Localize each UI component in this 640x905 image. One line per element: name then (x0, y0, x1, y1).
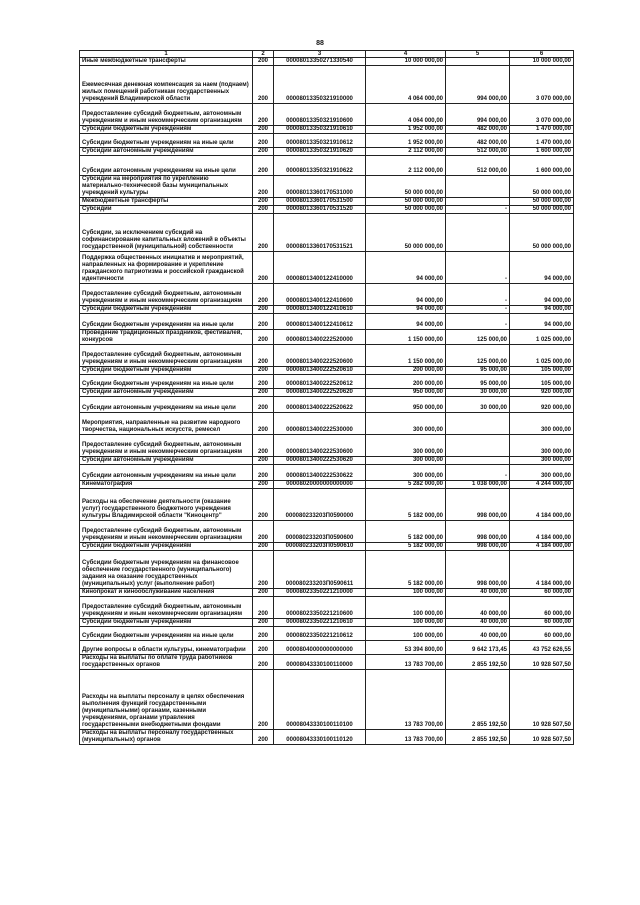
row-amount-col4: 1 952 000,00 (366, 134, 446, 148)
row-budget-code: 00008013350321910000 (274, 66, 366, 104)
row-amount-col5 (446, 198, 510, 206)
row-name: Предоставление субсидий бюджетным, автономным учреждениям и иным некоммерческим организациям (80, 104, 253, 126)
row-amount-col5: - (446, 206, 510, 214)
row-amount-col5: 125 000,00 (446, 330, 510, 345)
row-amount-col6: 3 070 000,00 (510, 104, 574, 126)
row-amount-col6: 10 928 507,50 (510, 730, 574, 745)
row-amount-col6: 920 000,00 (510, 397, 574, 413)
row-name: Мероприятия, направленные на развитие народного творчества, национальных искусств, ремесел (80, 413, 253, 435)
row-amount-col6: 60 000,00 (510, 627, 574, 641)
row-amount-col5: - (446, 314, 510, 330)
table-row (80, 670, 574, 730)
table-row (80, 435, 574, 457)
row-amount-col5: 95 000,00 (446, 375, 510, 389)
row-budget-code: 00008013350321910622 (274, 156, 366, 176)
row-budget-code: 00008013350321910612 (274, 134, 366, 148)
row-amount-col6: 1 600 000,00 (510, 148, 574, 156)
table-row (80, 148, 574, 156)
row-amount-col4: 2 112 000,00 (366, 148, 446, 156)
row-amount-col6: 300 000,00 (510, 435, 574, 457)
page-number: 88 (316, 40, 324, 47)
row-amount-col4: 100 000,00 (366, 627, 446, 641)
row-amount-col6: 1 025 000,00 (510, 330, 574, 345)
row-name: Другие вопросы в области культуры, кинематографии (80, 641, 253, 655)
row-amount-col6: 94 000,00 (510, 252, 574, 284)
row-code: 200 (253, 66, 274, 104)
row-amount-col5: 1 038 000,00 (446, 481, 510, 489)
row-amount-col4: 94 000,00 (366, 314, 446, 330)
row-code: 200 (253, 367, 274, 375)
row-code: 200 (253, 198, 274, 206)
row-amount-col6: 50 000 000,00 (510, 206, 574, 214)
row-amount-col5: 998 000,00 (446, 521, 510, 543)
row-amount-col5 (446, 58, 510, 66)
row-amount-col4: 1 150 000,00 (366, 345, 446, 367)
row-code: 200 (253, 252, 274, 284)
row-amount-col6: 43 752 626,55 (510, 641, 574, 655)
row-code: 200 (253, 206, 274, 214)
table-row (80, 134, 574, 148)
row-amount-col5: 30 000,00 (446, 389, 510, 397)
row-code: 200 (253, 156, 274, 176)
table-row (80, 176, 574, 198)
row-budget-code: 00008023350221210600 (274, 597, 366, 619)
row-amount-col5: 40 000,00 (446, 627, 510, 641)
row-budget-code: 00008013360170531000 (274, 176, 366, 198)
row-amount-col5: 512 000,00 (446, 148, 510, 156)
row-amount-col6: 4 184 000,00 (510, 521, 574, 543)
row-amount-col5: 95 000,00 (446, 367, 510, 375)
row-amount-col4: 1 952 000,00 (366, 126, 446, 134)
table-row (80, 489, 574, 521)
table-row (80, 627, 574, 641)
row-budget-code: 00008013400122410610 (274, 306, 366, 314)
row-amount-col6: 1 025 000,00 (510, 345, 574, 367)
row-amount-col4: 13 783 700,00 (366, 670, 446, 730)
table-row (80, 465, 574, 481)
table-row (80, 198, 574, 206)
column-number: 5 (446, 51, 510, 58)
row-code: 200 (253, 306, 274, 314)
row-name: Субсидии (80, 206, 253, 214)
table-row (80, 655, 574, 670)
row-name: Субсидии бюджетным учреждениям на финансовое обеспечение государственного (муниципального) задания на оказание государственных (муниципальных) услуг (выполнение работ) (80, 551, 253, 589)
row-budget-code: 00008013400122410600 (274, 284, 366, 306)
row-amount-col6: 4 184 000,00 (510, 489, 574, 521)
table-row (80, 214, 574, 252)
row-name: Ежемесячная денежная компенсация за наем (поднаем) жилых помещений работникам государственных учреждений Владимирской области (80, 66, 253, 104)
row-amount-col4: 300 000,00 (366, 457, 446, 465)
row-amount-col5: - (446, 465, 510, 481)
row-code: 200 (253, 375, 274, 389)
row-amount-col6: 94 000,00 (510, 284, 574, 306)
row-name: Субсидии бюджетным учреждениям на иные цели (80, 627, 253, 641)
row-budget-code: 00008013360170531500 (274, 198, 366, 206)
row-amount-col4: 5 182 000,00 (366, 551, 446, 589)
row-amount-col5: 9 642 173,45 (446, 641, 510, 655)
row-amount-col4: 5 182 000,00 (366, 489, 446, 521)
row-amount-col5: 2 855 192,50 (446, 730, 510, 745)
row-amount-col4: 5 182 000,00 (366, 543, 446, 551)
row-budget-code: 00008013350321910610 (274, 126, 366, 134)
row-code: 200 (253, 284, 274, 306)
row-amount-col4: 100 000,00 (366, 597, 446, 619)
row-budget-code: 00008023350221210000 (274, 589, 366, 597)
row-code: 200 (253, 214, 274, 252)
table-row (80, 314, 574, 330)
row-amount-col4: 300 000,00 (366, 435, 446, 457)
table-row (80, 330, 574, 345)
row-amount-col5: - (446, 252, 510, 284)
row-amount-col6: 50 000 000,00 (510, 198, 574, 206)
row-amount-col4: 13 783 700,00 (366, 655, 446, 670)
row-code: 200 (253, 619, 274, 627)
table-row (80, 397, 574, 413)
row-amount-col4: 50 000 000,00 (366, 206, 446, 214)
row-amount-col4: 950 000,00 (366, 389, 446, 397)
row-amount-col6: 300 000,00 (510, 413, 574, 435)
row-amount-col5 (446, 413, 510, 435)
table-row (80, 481, 574, 489)
row-amount-col5: 2 855 192,50 (446, 655, 510, 670)
row-code: 200 (253, 314, 274, 330)
row-amount-col5: - (446, 306, 510, 314)
row-amount-col6: 94 000,00 (510, 314, 574, 330)
row-amount-col5: 994 000,00 (446, 66, 510, 104)
table-row (80, 206, 574, 214)
row-name: Расходы на выплаты персоналу в целях обеспечения выполнения функций государственными (муниципальными) органами, казенными учреждениями, органами управления государственными внебюджетными фондами (80, 670, 253, 730)
row-code: 200 (253, 58, 274, 66)
row-code: 200 (253, 597, 274, 619)
row-budget-code: 000080233203П0590000 (274, 489, 366, 521)
row-amount-col4: 5 282 000,00 (366, 481, 446, 489)
row-amount-col4: 950 000,00 (366, 397, 446, 413)
row-budget-code: 00008013400222520612 (274, 375, 366, 389)
row-budget-code: 00008043330100110120 (274, 730, 366, 745)
row-amount-col6: 10 000 000,00 (510, 58, 574, 66)
row-name: Расходы на обеспечение деятельности (оказание услуг) государственного бюджетного учреждения культуры Владимирской области "Киноцентр" (80, 489, 253, 521)
row-amount-col6: 920 000,00 (510, 389, 574, 397)
row-name: Субсидии бюджетным учреждениям на иные цели (80, 314, 253, 330)
row-budget-code: 00008013400122410000 (274, 252, 366, 284)
row-amount-col6: 50 000 000,00 (510, 214, 574, 252)
row-code: 200 (253, 670, 274, 730)
row-amount-col5: 2 855 192,50 (446, 670, 510, 730)
row-amount-col6: 105 000,00 (510, 367, 574, 375)
row-code: 200 (253, 521, 274, 543)
row-amount-col5: 994 000,00 (446, 104, 510, 126)
table-row (80, 619, 574, 627)
table-row (80, 389, 574, 397)
row-amount-col6: 1 470 000,00 (510, 126, 574, 134)
table-body (80, 58, 574, 745)
table-row (80, 66, 574, 104)
table-row (80, 126, 574, 134)
row-amount-col6: 60 000,00 (510, 589, 574, 597)
row-code: 200 (253, 176, 274, 198)
row-code: 200 (253, 457, 274, 465)
table-row (80, 543, 574, 551)
row-budget-code: 000080233203П0590610 (274, 543, 366, 551)
row-amount-col4: 5 182 000,00 (366, 521, 446, 543)
table-row (80, 597, 574, 619)
row-amount-col5: 40 000,00 (446, 619, 510, 627)
row-code: 200 (253, 397, 274, 413)
row-code: 200 (253, 389, 274, 397)
table-row (80, 457, 574, 465)
row-code: 200 (253, 435, 274, 457)
column-number: 4 (366, 51, 446, 58)
row-amount-col4: 10 000 000,00 (366, 58, 446, 66)
row-code: 200 (253, 481, 274, 489)
row-amount-col4: 100 000,00 (366, 619, 446, 627)
row-name: Предоставление субсидий бюджетным, автономным учреждениям и иным некоммерческим организациям (80, 521, 253, 543)
row-code: 200 (253, 730, 274, 745)
row-amount-col5: 125 000,00 (446, 345, 510, 367)
row-amount-col5: 482 000,00 (446, 134, 510, 148)
row-budget-code: 00008040000000000000 (274, 641, 366, 655)
row-name: Субсидии бюджетным учреждениям (80, 306, 253, 314)
row-budget-code: 00008013360170531521 (274, 214, 366, 252)
row-name: Субсидии автономным учреждениям на иные цели (80, 156, 253, 176)
table-row (80, 306, 574, 314)
row-name: Субсидии автономным учреждениям (80, 457, 253, 465)
row-amount-col6: 4 244 000,00 (510, 481, 574, 489)
table-row (80, 367, 574, 375)
row-code: 200 (253, 489, 274, 521)
row-name: Расходы на выплаты по оплате труда работников государственных органов (80, 655, 253, 670)
row-name: Проведение традиционных праздников, фестивалей, конкурсов (80, 330, 253, 345)
row-budget-code: 00008023350221210612 (274, 627, 366, 641)
row-budget-code: 00008020000000000000 (274, 481, 366, 489)
row-name: Субсидии автономным учреждениям (80, 389, 253, 397)
row-code: 200 (253, 465, 274, 481)
column-number-row (80, 51, 574, 58)
row-budget-code: 00008013400222520620 (274, 389, 366, 397)
row-amount-col4: 200 000,00 (366, 375, 446, 389)
row-amount-col5: 998 000,00 (446, 489, 510, 521)
row-amount-col6: 3 070 000,00 (510, 66, 574, 104)
table-row (80, 252, 574, 284)
row-name: Субсидии бюджетным учреждениям (80, 543, 253, 551)
row-amount-col5: 998 000,00 (446, 551, 510, 589)
row-budget-code: 00008013400222530000 (274, 413, 366, 435)
row-name: Субсидии бюджетным учреждениям на иные цели (80, 134, 253, 148)
row-amount-col6: 1 470 000,00 (510, 134, 574, 148)
row-name: Иные межбюджетные трансферты (80, 58, 253, 66)
row-budget-code: 00008013350271330540 (274, 58, 366, 66)
table-row (80, 521, 574, 543)
row-budget-code: 00008013400222530620 (274, 457, 366, 465)
row-name: Межбюджетные трансферты (80, 198, 253, 206)
row-amount-col6: 10 928 507,50 (510, 655, 574, 670)
table-row (80, 551, 574, 589)
table-row (80, 58, 574, 66)
row-code: 200 (253, 655, 274, 670)
row-amount-col4: 94 000,00 (366, 252, 446, 284)
row-amount-col6: 4 184 000,00 (510, 543, 574, 551)
row-name: Предоставление субсидий бюджетным, автономным учреждениям и иным некоммерческим организациям (80, 345, 253, 367)
row-amount-col4: 53 394 800,00 (366, 641, 446, 655)
row-code: 200 (253, 641, 274, 655)
column-number: 3 (274, 51, 366, 58)
row-amount-col6: 1 600 000,00 (510, 156, 574, 176)
row-amount-col4: 100 000,00 (366, 589, 446, 597)
row-amount-col5: 512 000,00 (446, 156, 510, 176)
column-number: 6 (510, 51, 574, 58)
row-name: Кинопрокат и кинообслуживание населения (80, 589, 253, 597)
row-budget-code: 00008013350321910620 (274, 148, 366, 156)
row-amount-col4: 50 000 000,00 (366, 176, 446, 198)
row-code: 200 (253, 551, 274, 589)
row-name: Субсидии автономным учреждениям на иные цели (80, 397, 253, 413)
row-amount-col6: 4 184 000,00 (510, 551, 574, 589)
row-budget-code: 00008013400222520600 (274, 345, 366, 367)
row-amount-col4: 300 000,00 (366, 413, 446, 435)
row-name: Субсидии, за исключением субсидий на софинансирование капитальных вложений в объекты государственной (муниципальной) собственности (80, 214, 253, 252)
row-code: 200 (253, 413, 274, 435)
row-budget-code: 00008043330100110000 (274, 655, 366, 670)
row-amount-col4: 4 064 000,00 (366, 66, 446, 104)
table-row (80, 345, 574, 367)
row-amount-col4: 2 112 000,00 (366, 156, 446, 176)
row-amount-col4: 94 000,00 (366, 306, 446, 314)
row-budget-code: 00008013400222520610 (274, 367, 366, 375)
row-amount-col6: 60 000,00 (510, 619, 574, 627)
row-amount-col5: 30 000,00 (446, 397, 510, 413)
row-code: 200 (253, 345, 274, 367)
row-budget-code: 000080233203П0590611 (274, 551, 366, 589)
table-row (80, 104, 574, 126)
row-budget-code: 00008043330100110100 (274, 670, 366, 730)
row-amount-col5: 40 000,00 (446, 597, 510, 619)
table-row (80, 375, 574, 389)
row-amount-col4: 50 000 000,00 (366, 214, 446, 252)
row-code: 200 (253, 589, 274, 597)
table-row (80, 413, 574, 435)
row-name: Поддержка общественных инициатив и мероприятий, направленных на формирование и укрепление гражданского патриотизма и российской гражданской идентичности (80, 252, 253, 284)
row-code: 200 (253, 330, 274, 345)
row-name: Субсидии автономным учреждениям (80, 148, 253, 156)
row-name: Субсидии автономным учреждениям на иные цели (80, 465, 253, 481)
table-row (80, 156, 574, 176)
row-amount-col4: 1 150 000,00 (366, 330, 446, 345)
row-amount-col4: 94 000,00 (366, 284, 446, 306)
row-budget-code: 00008013400122410612 (274, 314, 366, 330)
row-amount-col5: 482 000,00 (446, 126, 510, 134)
row-code: 200 (253, 543, 274, 551)
row-amount-col4: 50 000 000,00 (366, 198, 446, 206)
row-budget-code: 00008023350221210610 (274, 619, 366, 627)
row-amount-col6: 94 000,00 (510, 306, 574, 314)
row-name: Предоставление субсидий бюджетным, автономным учреждениям и иным некоммерческим организациям (80, 284, 253, 306)
table-row (80, 589, 574, 597)
row-amount-col5: 40 000,00 (446, 589, 510, 597)
table-row (80, 284, 574, 306)
row-amount-col4: 200 000,00 (366, 367, 446, 375)
row-amount-col6: 300 000,00 (510, 457, 574, 465)
row-budget-code: 00008013400222520000 (274, 330, 366, 345)
row-amount-col5 (446, 457, 510, 465)
row-amount-col5 (446, 176, 510, 198)
row-amount-col4: 4 064 000,00 (366, 104, 446, 126)
budget-table (79, 50, 574, 745)
row-amount-col5 (446, 435, 510, 457)
row-name: Предоставление субсидий бюджетным, автономным учреждениям и иным некоммерческим организациям (80, 597, 253, 619)
row-budget-code: 00008013400222530600 (274, 435, 366, 457)
table-row (80, 641, 574, 655)
row-budget-code: 00008013350321910600 (274, 104, 366, 126)
row-name: Предоставление субсидий бюджетным, автономным учреждениям и иным некоммерческим организациям (80, 435, 253, 457)
row-name: Субсидии на мероприятия по укреплению материально-технической базы муниципальных учреждений культуры (80, 176, 253, 198)
row-amount-col4: 300 000,00 (366, 465, 446, 481)
row-budget-code: 000080233203П0590600 (274, 521, 366, 543)
row-amount-col5: - (446, 284, 510, 306)
column-number: 2 (253, 51, 274, 58)
row-budget-code: 00008013400222530622 (274, 465, 366, 481)
row-amount-col6: 60 000,00 (510, 597, 574, 619)
row-budget-code: 00008013360170531520 (274, 206, 366, 214)
row-budget-code: 00008013400222520622 (274, 397, 366, 413)
row-amount-col5: 998 000,00 (446, 543, 510, 551)
row-amount-col4: 13 783 700,00 (366, 730, 446, 745)
row-name: Субсидии бюджетным учреждениям (80, 619, 253, 627)
row-amount-col6: 10 928 507,50 (510, 670, 574, 730)
row-name: Субсидии бюджетным учреждениям (80, 126, 253, 134)
row-name: Расходы на выплаты персоналу государственных (муниципальных) органов (80, 730, 253, 745)
table-row (80, 730, 574, 745)
row-name: Субсидии бюджетным учреждениям (80, 367, 253, 375)
row-code: 200 (253, 148, 274, 156)
row-amount-col6: 105 000,00 (510, 375, 574, 389)
row-code: 200 (253, 126, 274, 134)
row-amount-col6: 50 000 000,00 (510, 176, 574, 198)
row-name: Субсидии бюджетным учреждениям на иные цели (80, 375, 253, 389)
row-amount-col5 (446, 214, 510, 252)
row-code: 200 (253, 627, 274, 641)
row-code: 200 (253, 134, 274, 148)
column-number: 1 (80, 51, 253, 58)
row-code: 200 (253, 104, 274, 126)
row-name: Кинематография (80, 481, 253, 489)
row-amount-col6: 300 000,00 (510, 465, 574, 481)
